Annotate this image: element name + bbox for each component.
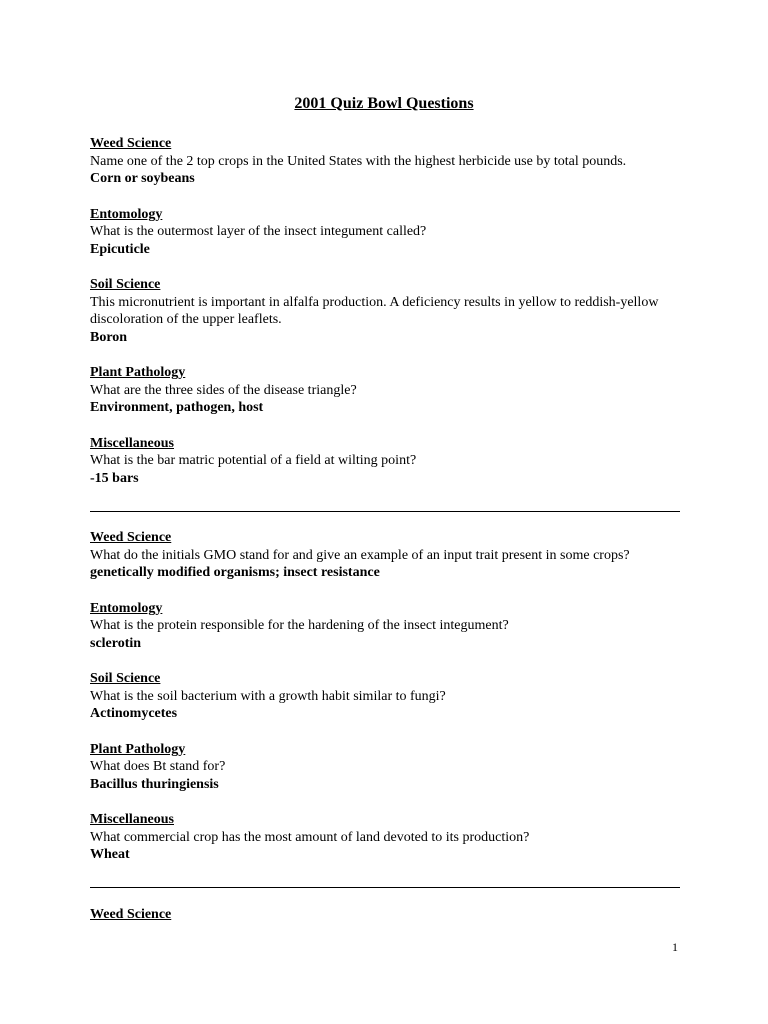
qa-item bbox=[90, 811, 690, 864]
question-text: What is the protein responsible for the hardening of the insect integument? bbox=[90, 618, 509, 633]
question-text: What commercial crop has the most amount of land devoted to its production? bbox=[90, 829, 530, 845]
answer-text: Corn or soybeans bbox=[90, 171, 195, 186]
question-set-2 bbox=[90, 529, 690, 882]
question-text: What does Bt stand for? bbox=[90, 759, 226, 774]
category-heading: Weed Science bbox=[90, 136, 172, 151]
category-heading: Plant Pathology bbox=[90, 365, 186, 380]
qa-item bbox=[90, 206, 690, 259]
answer-text: -15 bars bbox=[90, 470, 139, 486]
category-heading: Entomology bbox=[90, 600, 163, 616]
qa-item bbox=[90, 906, 690, 924]
qa-item bbox=[90, 741, 690, 794]
question-text: What is the soil bacterium with a growth habit similar to fungi? bbox=[90, 688, 446, 704]
category-heading: Soil Science bbox=[90, 277, 161, 292]
answer-text: Actinomycetes bbox=[90, 706, 178, 721]
category-heading: Weed Science bbox=[90, 907, 172, 922]
question-text: What do the initials GMO stand for and give an example of an input trait present in some crops? bbox=[90, 547, 630, 563]
qa-item bbox=[90, 435, 690, 488]
qa-item bbox=[90, 135, 690, 188]
answer-text: Boron bbox=[90, 329, 128, 345]
answer-text: Epicuticle bbox=[90, 241, 150, 257]
question-text: What is the outermost layer of the insect integument called? bbox=[90, 224, 427, 239]
qa-item bbox=[90, 529, 690, 582]
section-divider bbox=[90, 887, 680, 888]
category-heading: Miscellaneous bbox=[90, 435, 174, 451]
qa-item bbox=[90, 276, 690, 346]
answer-text: Environment, pathogen, host bbox=[90, 400, 264, 415]
category-heading: Soil Science bbox=[90, 671, 161, 686]
page-number: 1 bbox=[672, 940, 678, 954]
question-set-3 bbox=[90, 906, 690, 942]
question-set-1 bbox=[90, 135, 690, 505]
question-text: Name one of the 2 top crops in the United States with the highest herbicide use by total pounds. bbox=[90, 153, 627, 169]
category-heading: Weed Science bbox=[90, 530, 172, 545]
page-title: 2001 Quiz Bowl Questions bbox=[294, 95, 474, 112]
qa-item bbox=[90, 600, 690, 653]
category-heading: Entomology bbox=[90, 206, 163, 222]
question-text: What is the bar matric potential of a field at wilting point? bbox=[90, 453, 417, 468]
qa-item bbox=[90, 364, 690, 417]
answer-text: Wheat bbox=[90, 847, 130, 862]
qa-item bbox=[90, 670, 690, 723]
question-text: What are the three sides of the disease triangle? bbox=[90, 382, 357, 398]
category-heading: Miscellaneous bbox=[90, 812, 174, 827]
answer-text: sclerotin bbox=[90, 635, 142, 651]
answer-text: genetically modified organisms; insect resistance bbox=[90, 565, 380, 580]
category-heading: Plant Pathology bbox=[90, 741, 186, 757]
answer-text: Bacillus thuringiensis bbox=[90, 776, 219, 792]
section-divider bbox=[90, 511, 680, 512]
question-text: This micronutrient is important in alfalfa production. A deficiency results in yellow to reddish-yellow discoloration of the upper leaflets. bbox=[90, 294, 659, 327]
